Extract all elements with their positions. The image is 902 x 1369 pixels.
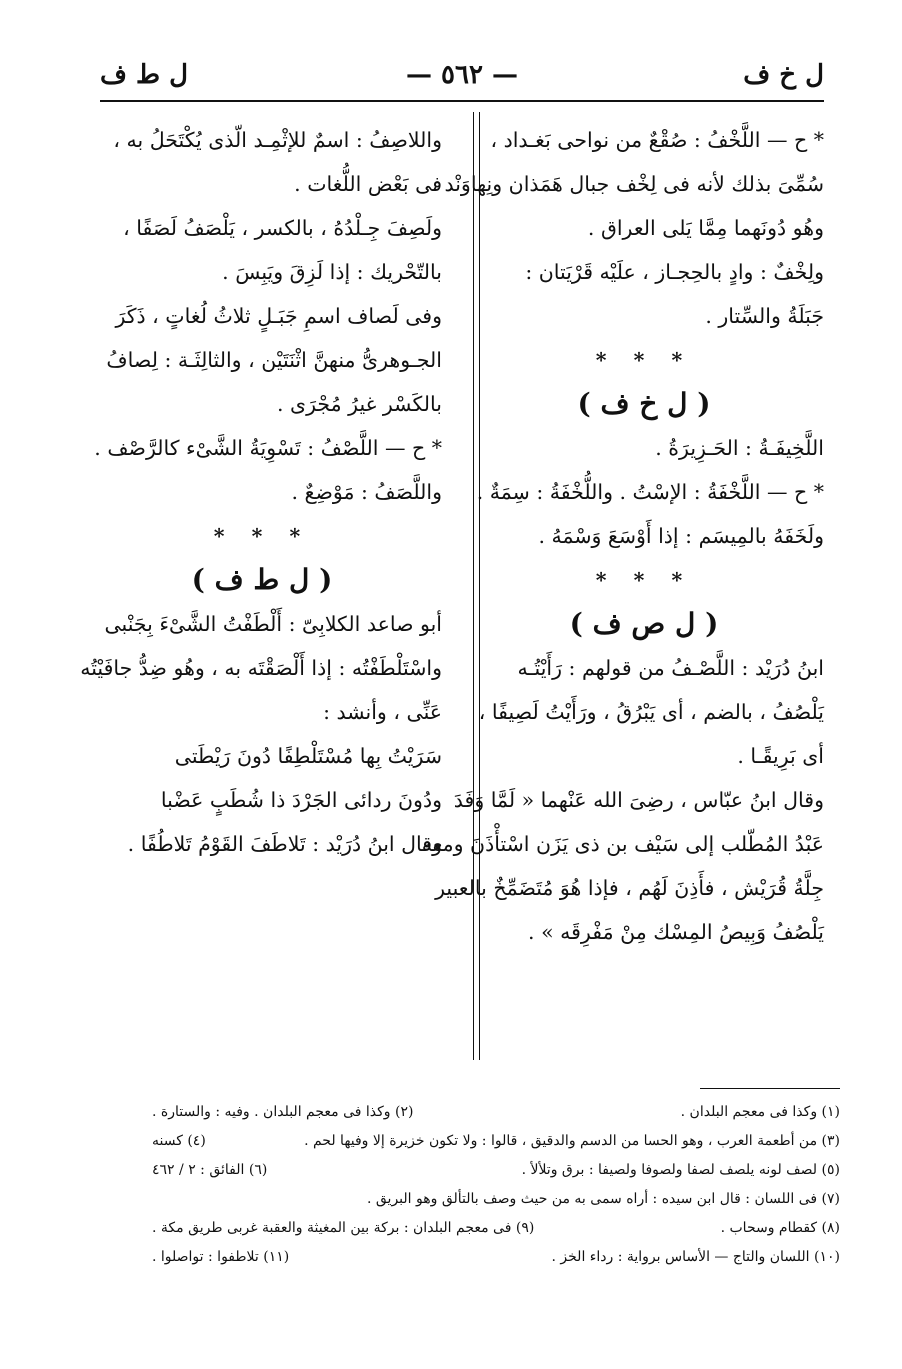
footnote-row <box>152 1214 840 1243</box>
section-separator: * * * <box>595 568 693 592</box>
footnote: (١٠) اللسان والتاج — الأساس برواية : رداء الخز . <box>551 1249 840 1265</box>
text-line: أبو صاعد الكلابِىّ : أَلْطَفْتُ الشَّىْءَ بِجَنْبى <box>104 612 442 636</box>
footnote-row <box>152 1127 840 1156</box>
section-separator: * * * <box>595 348 693 372</box>
text-line: بالتّحْريك : إذا لَزِقَ ويَبِسَ . <box>222 260 442 284</box>
text-line: وفى لَصاف اسمِ جَبَـلٍ ثلاثُ لُغاتٍ ، ذَكَرَ <box>115 304 442 328</box>
text-line: ولَخَفَهُ بالمِيسَم : إذا أَوْسَعَ وَسْمَهُ . <box>538 524 824 548</box>
page-number: — ٥٦٢ — <box>405 60 519 90</box>
page-header <box>100 52 824 100</box>
header-left-root: ل ط ف <box>100 60 188 90</box>
text-line: وقال ابنُ عبّاس ، رضِىَ الله عَنْهما « لَمَّا وَفَدَ <box>453 788 824 812</box>
verse-line: ودُونَ ردائى الجَرْدَ ذا شُطَبٍ عَضْبا <box>160 788 442 812</box>
text-line: * ح — اللَّخْفَةُ : الإسْتُ . واللُّخْفَةُ : سِمَةٌ . <box>476 480 824 504</box>
text-line: * ح — اللَّخْفُ : صُقْعٌ من نواحى بَغـداد ، <box>490 128 824 152</box>
text-line: واللاصِفُ : اسمٌ للإثْمِـد الّذى يُكْتَحَلُ به ، <box>113 128 442 152</box>
verse-line: سَرَيْتُ بِها مُسْتَلْطِفًا دُونَ رَيْطَتى <box>174 744 442 768</box>
text-line: ولِخْفٌ : وادٍ بالحِجـاز ، علَيْه قَرْيَتان : <box>525 260 824 284</box>
footnote: (٨) كقطام وسحاب . <box>720 1220 840 1236</box>
text-line: واسْتَلْطَفْتُه : إذا أَلْصَقْتَه به ، وهُو ضِدُّ جافَيْتُه <box>80 656 442 680</box>
footnote-row <box>152 1156 840 1185</box>
footnote: (٢) وكذا فى معجم البلدان . وفيه : والستارة . <box>152 1104 414 1120</box>
footnote: (٣) من أطعمة العرب ، وهو الحسا من الدسم والدقيق ، قالوا : ولا تكون خزيرة إلا وفيها لحم . <box>304 1133 840 1149</box>
footnote: (١) وكذا فى معجم البلدان . <box>680 1104 840 1120</box>
footnote-row <box>152 1185 840 1214</box>
section-separator: * * * <box>213 524 311 548</box>
entry-heading: ( ل ط ف ) <box>191 563 333 596</box>
text-line: جِلَّةُ قُرَيْش ، فأَذِنَ لَهُم ، فإذا هُوَ مُتَضَمِّخٌ بالعبير <box>435 876 824 900</box>
footnotes <box>152 1098 840 1272</box>
text-line: اللَّخِيفَـةُ : الحَـزِيرَةُ . <box>655 436 824 460</box>
entry-heading: ( ل خ ف ) <box>577 387 711 420</box>
text-line: يَلْصُفُ وَبِيصُ المِسْك مِنْ مَفْرِقَه » . <box>528 920 824 944</box>
footnote: (٤) كسنه <box>152 1133 206 1149</box>
text-line: بالكَسْر غيرُ مُجْرَى . <box>277 392 442 416</box>
footnote-rule <box>700 1088 840 1089</box>
footnote: (٥) لصف لونه يلصف لصفا ولصوفا ولصيفا : برق وتلألأ . <box>521 1162 840 1178</box>
text-line: عَنِّى ، وأنشد : <box>323 700 442 724</box>
text-line: واللَّصَفُ : مَوْضِعٌ . <box>291 480 442 504</box>
text-line: جَبَلَةُ والسِّتار . <box>705 304 824 328</box>
left-column <box>82 118 442 866</box>
text-line: وهُو دُونَهما مِمَّا يَلى العراق . <box>587 216 824 240</box>
footnote: (٩) فى معجم البلدان : بركة بين المغيثة والعقبة غربى طريق مكة . <box>152 1220 535 1236</box>
header-rule <box>100 100 824 102</box>
text-line: سُمِّىَ بذلك لأنه فى لِخْف جبال هَمَذان ونِهاوَنْد ، <box>431 172 824 196</box>
footnote: (٦) الفائق : ٢ / ٤٦٢ <box>152 1162 268 1178</box>
text-line: فى بَعْض اللُّغات . <box>294 172 442 196</box>
entry-heading: ( ل ص ف ) <box>569 607 719 640</box>
text-line: ابنُ دُرَيْد : اللَّصْـفُ من قولهم : رَأَيْتُـه <box>517 656 824 680</box>
footnote: (١١) تلاطفوا : تواصلوا . <box>152 1249 290 1265</box>
header-right-root: ل خ ف <box>743 60 824 90</box>
footnote-row <box>152 1243 840 1272</box>
text-line: عَبْدُ المُطّلب إلى سَيْف بن ذى يَزَن اسْتأْذَنَ ومعه <box>421 832 824 856</box>
text-line: وقال ابنُ دُرَيْد : تَلاطَفَ القَوْمُ تَلاطُفًا . <box>127 832 442 856</box>
right-column <box>421 118 824 954</box>
text-line: * ح — اللَّصْفُ : تَسْوِيَةُ الشَّىْء كالرَّصْف . <box>94 436 442 460</box>
text-line: يَلْصُفُ ، بالضم ، أى يَبْرُقُ ، ورَأَيْتُ لَصِيفًا ، <box>478 700 824 724</box>
text-line: الجـوهرىُّ منهنَّ اثْنَتَيْن ، والثالِثَـة : لِصافُ <box>106 348 442 372</box>
footnote-row <box>152 1098 840 1127</box>
text-line: أى بَرِيقًـا . <box>737 744 824 768</box>
text-line: ولَصِفَ جِـلْدُهُ ، بالكسر ، يَلْصَفُ لَصَفًا ، <box>123 216 442 240</box>
footnote: (٧) فى اللسان : قال ابن سيده : أراه سمى به من حيث وصف بالتألق وهو البريق . <box>366 1191 840 1207</box>
